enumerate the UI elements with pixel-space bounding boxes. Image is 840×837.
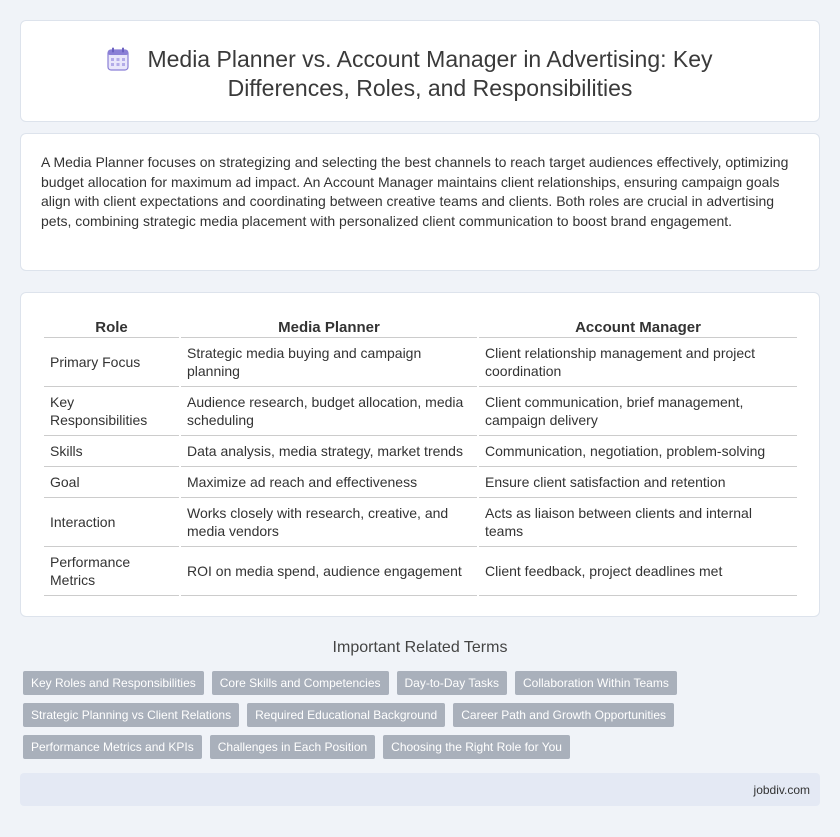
table-row bbox=[44, 387, 797, 436]
header-media-planner: Media Planner bbox=[181, 315, 477, 338]
table-cell-media-planner: Works closely with research, creative, and media vendors bbox=[181, 498, 477, 547]
table-cell-account-manager: Ensure client satisfaction and retention bbox=[479, 467, 797, 498]
table-cell-role: Primary Focus bbox=[44, 338, 179, 387]
footer-site-link[interactable]: jobdiv.com bbox=[753, 783, 810, 797]
tag-link[interactable]: Day-to-Day Tasks bbox=[397, 671, 507, 695]
table-row bbox=[44, 338, 797, 387]
table-row bbox=[44, 498, 797, 547]
tag-link[interactable]: Key Roles and Responsibilities bbox=[23, 671, 204, 695]
tag-link[interactable]: Collaboration Within Teams bbox=[515, 671, 677, 695]
table-cell-media-planner: Maximize ad reach and effectiveness bbox=[181, 467, 477, 498]
page-title: Media Planner vs. Account Manager in Advertising: Key Differences, Roles, and Responsibilities bbox=[147, 46, 713, 101]
header-role: Role bbox=[44, 315, 179, 338]
table-cell-role: Performance Metrics bbox=[44, 547, 179, 596]
footer-bar bbox=[20, 773, 820, 806]
table-cell-media-planner: ROI on media spend, audience engagement bbox=[181, 547, 477, 596]
tag-link[interactable]: Required Educational Background bbox=[247, 703, 445, 727]
table-cell-media-planner: Strategic media buying and campaign planning bbox=[181, 338, 477, 387]
tag-link[interactable]: Career Path and Growth Opportunities bbox=[453, 703, 674, 727]
comparison-card bbox=[20, 292, 820, 617]
intro-paragraph: A Media Planner focuses on strategizing and selecting the best channels to reach target audiences effectively, optimizing budget allocation for maximum ad impact. An Account Manager maintains client relationships, ensuring campaign goals align with client expectations and coordinating between creative teams and clients. Both roles are crucial in advertising pets, combining strategic media placement with personalized client communication to boost brand engagement. bbox=[41, 154, 789, 229]
tag-link[interactable]: Challenges in Each Position bbox=[210, 735, 375, 759]
tag-link[interactable]: Strategic Planning vs Client Relations bbox=[23, 703, 239, 727]
table-cell-media-planner: Audience research, budget allocation, media scheduling bbox=[181, 387, 477, 436]
table-row bbox=[44, 547, 797, 596]
table-header-row bbox=[44, 315, 797, 338]
tag-link[interactable]: Core Skills and Competencies bbox=[212, 671, 389, 695]
related-terms-heading: Important Related Terms bbox=[332, 639, 508, 656]
table-cell-account-manager: Communication, negotiation, problem-solving bbox=[479, 436, 797, 467]
tag-row bbox=[23, 735, 813, 759]
table-cell-role: Skills bbox=[44, 436, 179, 467]
table-cell-role: Goal bbox=[44, 467, 179, 498]
comparison-table bbox=[42, 315, 799, 596]
table-cell-account-manager: Acts as liaison between clients and internal teams bbox=[479, 498, 797, 547]
table-cell-media-planner: Data analysis, media strategy, market trends bbox=[181, 436, 477, 467]
table-cell-account-manager: Client feedback, project deadlines met bbox=[479, 547, 797, 596]
header-account-manager: Account Manager bbox=[479, 315, 797, 338]
tag-link[interactable]: Performance Metrics and KPIs bbox=[23, 735, 202, 759]
table-cell-role: Key Responsibilities bbox=[44, 387, 179, 436]
table-cell-account-manager: Client relationship management and project coordination bbox=[479, 338, 797, 387]
header-card bbox=[20, 20, 820, 122]
intro-card bbox=[20, 133, 820, 271]
tag-row bbox=[23, 671, 813, 695]
table-cell-account-manager: Client communication, brief management, campaign delivery bbox=[479, 387, 797, 436]
tag-link[interactable]: Choosing the Right Role for You bbox=[383, 735, 570, 759]
table-row bbox=[44, 436, 797, 467]
table-cell-role: Interaction bbox=[44, 498, 179, 547]
table-row bbox=[44, 467, 797, 498]
related-terms-list bbox=[23, 671, 813, 767]
tag-row bbox=[23, 703, 813, 727]
